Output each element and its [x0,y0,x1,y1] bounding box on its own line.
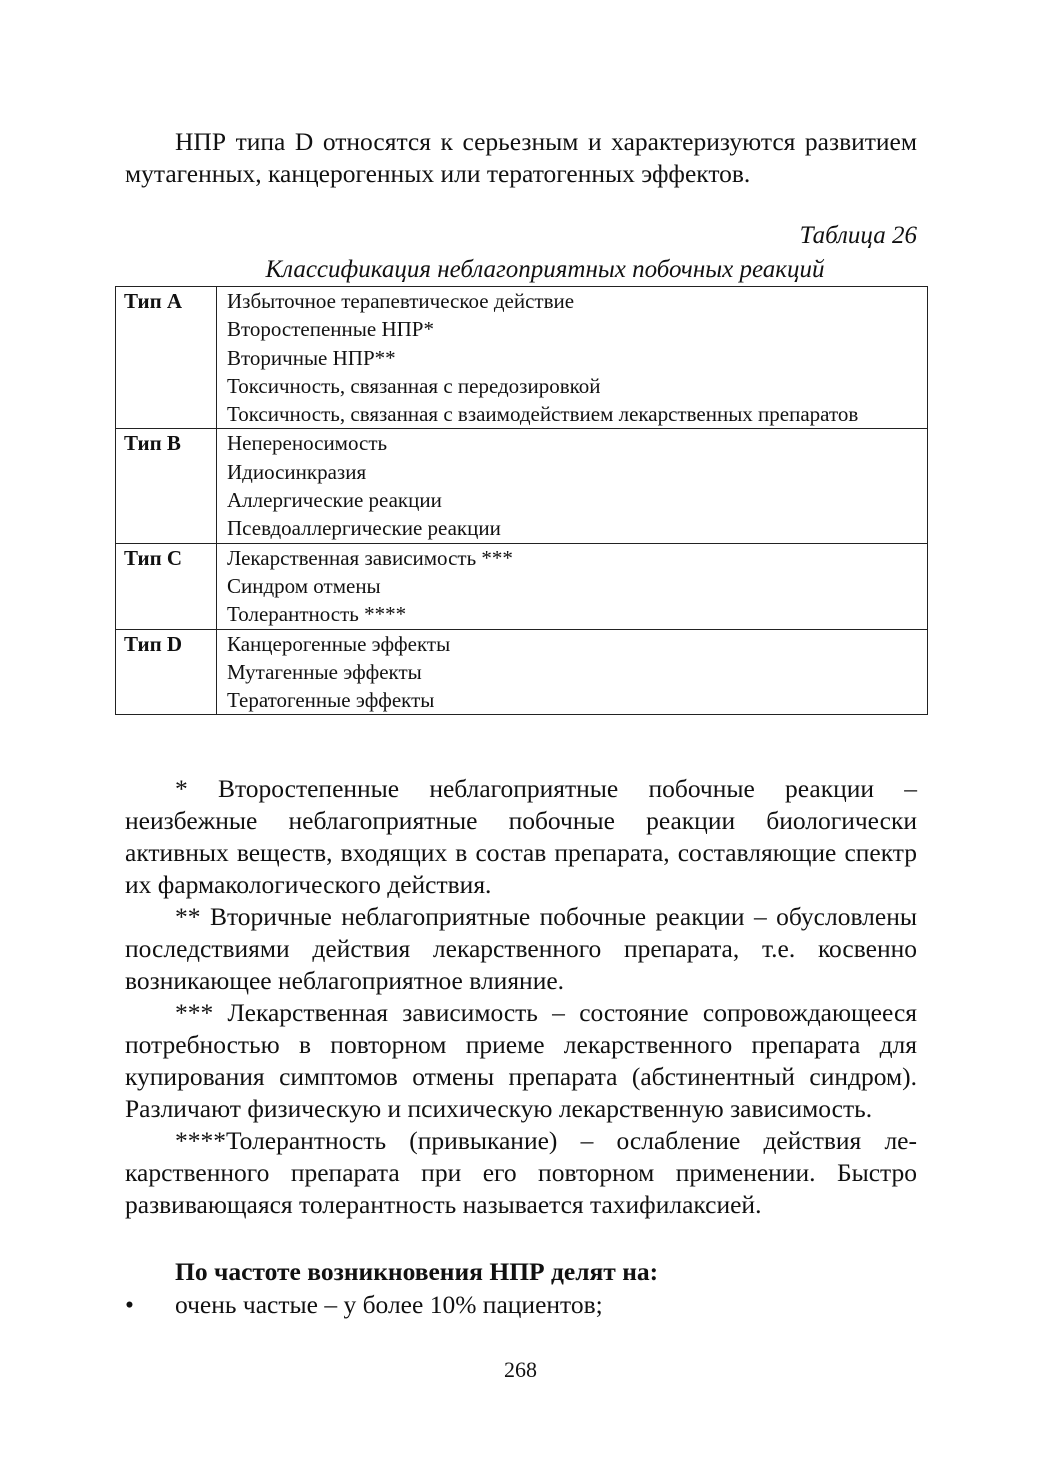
reaction-item: Псевдоаллергические реакции [227,516,501,541]
footnotes [125,773,917,1221]
table-number: Таблица 26 [799,222,917,249]
type-cell: Тип А [116,287,217,429]
table-row [116,287,928,429]
reaction-item: Непереносимость [227,431,388,456]
reaction-item: Толерантность **** [227,602,407,627]
reaction-item: Аллергические реакции [227,488,442,513]
footnote-2: ** Вторичные неблагоприятные побочные реакции – обусловлены последствиями действия лекарственного препарата, т.е. косвенно возникающее неблагоприятное влияние. [125,902,917,995]
reaction-item: Идиосинкразия [227,459,367,484]
reaction-item: Избыточное терапевтическое действие [227,289,575,313]
classification-table [115,286,928,715]
type-cell: Тип С [116,543,217,629]
reaction-item: Лекарственная зависимость *** [227,545,513,570]
reaction-item: Токсичность, связанная с передозировкой [227,373,601,398]
reaction-item: Второстепенные НПР* [227,317,434,342]
reactions-cell [217,629,928,715]
type-cell: Тип D [116,629,217,715]
page-number: 268 [504,1357,537,1382]
footnote-1: * Второстепенные неблагоприятные побочные реакции – неизбежные неблагоприятные побочные реакции биологически активных веществ, входящих в состав препарата, составляющие спектр их фармакологического действия. [125,774,917,899]
table-title: Классификация неблагоприятных побочных реакций [265,256,825,283]
reactions-cell [217,429,928,543]
intro-paragraph: НПР типа D относятся к серьезным и характеризуются развитием мутагенных, канцерогенных или тератогенных эффектов. [125,127,917,188]
list-item [125,1289,917,1321]
frequency-heading: По частоте возникновения НПР делят на: [175,1257,659,1286]
reaction-item: Канцерогенные эффекты [227,631,451,656]
table-row [116,429,928,543]
reaction-item: Токсичность, связанная с взаимодействием лекарственных препаратов [227,402,859,427]
reaction-item: Тератогенные эффекты [227,688,435,713]
reaction-item: Синдром отмены [227,573,381,598]
footnote-3: *** Лекарственная зависимость – состояние сопровождающееся потребностью в повторном приеме лекарственного препарата для купирования симптомов отмены препарата (абстинентный синдром). Различают физическую и психическую лекарственную зависимость. [125,998,917,1123]
bullet-marker: • [125,1290,134,1319]
table-row [116,543,928,629]
reactions-cell [217,543,928,629]
reaction-item: Вторичные НПР** [227,345,396,370]
footnote-4: ****Толерантность (привыкание) – ослабление действия лекарственного препарата при его повторном применении. Быстро развивающаяся толерантность называется тахифилаксией. [125,1126,917,1219]
type-cell: Тип В [116,429,217,543]
reactions-cell [217,287,928,429]
reaction-item: Мутагенные эффекты [227,659,422,684]
list-item-text: очень частые – у более 10% пациентов; [175,1290,603,1319]
table-row [116,629,928,715]
